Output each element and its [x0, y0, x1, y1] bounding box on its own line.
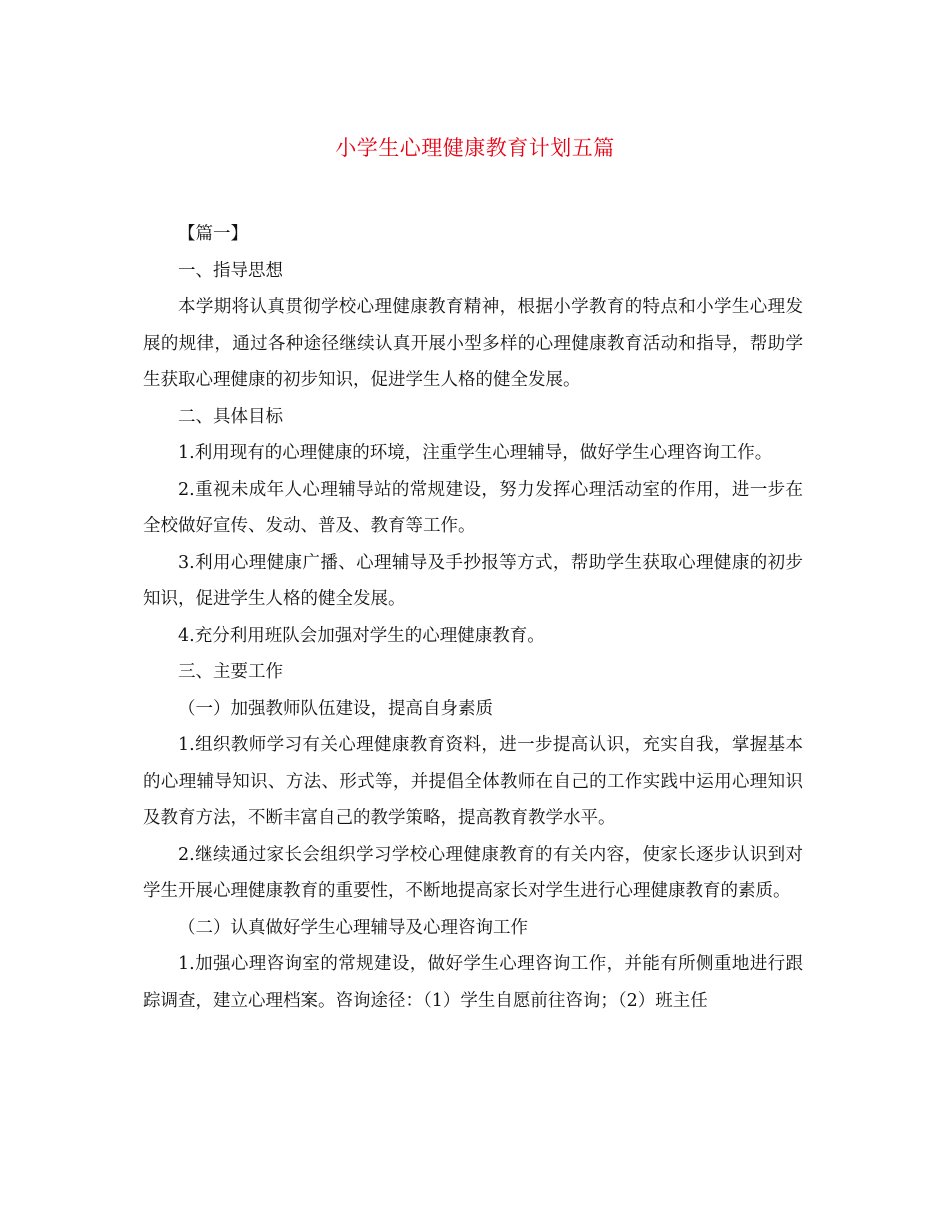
section-heading-part-one: 【篇一】	[178, 224, 248, 244]
subheading-teacher-team: （一）加强教师队伍建设，提高自身素质	[178, 698, 493, 719]
work-item-counseling-1: 1.加强心理咨询室的常规建设，做好学生心理咨询工作，并能有所侧重地进行跟踪调查，建立心理档案。咨询途径：（1）学生自愿前往咨询；（2）班主任	[143, 954, 803, 1011]
document-title: 小学生心理健康教育计划五篇	[335, 136, 615, 160]
goal-item-3: 3.利用心理健康广播、心理辅导及手抄报等方式，帮助学生获取心理健康的初步知识，促进学生人格的健全发展。	[143, 552, 803, 609]
goal-item-4: 4.充分利用班队会加强对学生的心理健康教育。	[178, 625, 545, 646]
goal-item-2: 2.重视未成年人心理辅导站的常规建设，努力发挥心理活动室的作用，进一步在全校做好宣传、发动、普及、教育等工作。	[143, 479, 803, 536]
document-body	[143, 216, 803, 1019]
paragraph-guiding-ideology: 本学期将认真贯彻学校心理健康教育精神，根据小学教育的特点和小学生心理发展的规律，通过各种途径继续认真开展小型多样的心理健康教育活动和指导，帮助学生获取心理健康的初步知识，促进学生人格的健全发展。	[143, 297, 803, 390]
goal-item-1: 1.利用现有的心理健康的环境，注重学生心理辅导，做好学生心理咨询工作。	[178, 443, 773, 463]
work-item-teacher-1: 1.组织教师学习有关心理健康教育资料，进一步提高认识，充实自我，掌握基本的心理辅导知识、方法、形式等，并提倡全体教师在自己的工作实践中运用心理知识及教育方法，不断丰富自己的教学策略，提高教育教学水平。	[143, 735, 803, 828]
heading-guiding-ideology: 一、指导思想	[178, 260, 283, 281]
work-item-teacher-2: 2.继续通过家长会组织学习学校心理健康教育的有关内容，使家长逐步认识到对学生开展心理健康教育的重要性，不断地提高家长对学生进行心理健康教育的素质。	[143, 844, 803, 901]
heading-specific-goals: 二、具体目标	[178, 406, 283, 427]
subheading-student-counseling: （二）认真做好学生心理辅导及心理咨询工作	[178, 917, 528, 938]
heading-main-work: 三、主要工作	[178, 662, 283, 682]
